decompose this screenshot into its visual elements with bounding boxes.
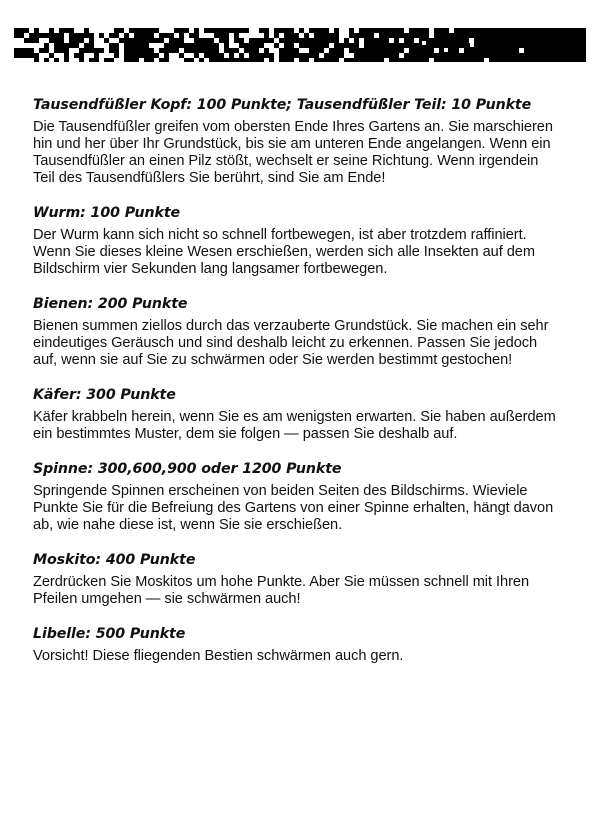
section-body: Springende Spinnen erscheinen von beiden Seiten des Bildschirms. Wieviele Punkte Sie für die Befreiung des Gartens von einer Spinne erhalten, hängt davon ab, wie nahe diese ist, wenn Sie sie erschießen. [33,483,554,533]
pixel-mosaic-graphic [14,28,586,62]
section-spider [33,460,558,534]
section-body: Die Tausendfüßler greifen vom obersten Ende Ihres Gartens an. Sie marschieren hin und her über Ihr Grundstück, bis sie am unteren Ende angelangen. Wenn ein Tausendfüßler an einen Pilz stößt, wechselt er seine Richtung. Wenn irgendein Teil des Tausendfüßlers Sie berührt, sind Sie am Ende! [33,119,553,186]
header-pixel-bar [14,28,586,62]
section-mosquito [33,551,558,608]
section-worm [33,204,558,278]
section-beetle [33,386,558,443]
section-dragonfly [33,625,558,665]
section-body: Bienen summen ziellos durch das verzauberte Grundstück. Sie machen ein sehr eindeutiges Geräusch und sind deshalb leicht zu erkennen. Passen Sie jedoch auf, wenn sie auf Sie zu schwärmen oder Sie werden bestimmt gestochen! [33,318,549,368]
section-title: Käfer: 300 Punkte [33,387,176,403]
section-title: Wurm: 100 Punkte [33,205,181,221]
section-bees [33,295,558,369]
section-centipede [33,96,558,187]
section-body: Käfer krabbeln herein, wenn Sie es am wenigsten erwarten. Sie haben außerdem ein bestimmtes Muster, dem sie folgen — passen Sie deshalb auf. [33,409,556,442]
section-body: Vorsicht! Diese fliegenden Bestien schwärmen auch gern. [33,648,404,664]
section-title: Bienen: 200 Punkte [33,296,188,312]
section-body: Zerdrücken Sie Moskitos um hohe Punkte. Aber Sie müssen schnell mit Ihren Pfeilen umgehen — sie schwärmen auch! [33,574,530,607]
section-title: Spinne: 300,600,900 oder 1200 Punkte [33,461,342,477]
section-title: Moskito: 400 Punkte [33,552,196,568]
scoring-list [33,96,558,682]
section-body: Der Wurm kann sich nicht so schnell fortbewegen, ist aber trotzdem raffiniert. Wenn Sie dieses kleine Wesen erschießen, werden sich alle Insekten auf dem Bildschirm vier Sekunden lang langsamer fortbewegen. [33,227,535,277]
section-title: Libelle: 500 Punkte [33,626,186,642]
section-title: Tausendfüßler Kopf: 100 Punkte; Tausendfüßler Teil: 10 Punkte [33,97,532,113]
